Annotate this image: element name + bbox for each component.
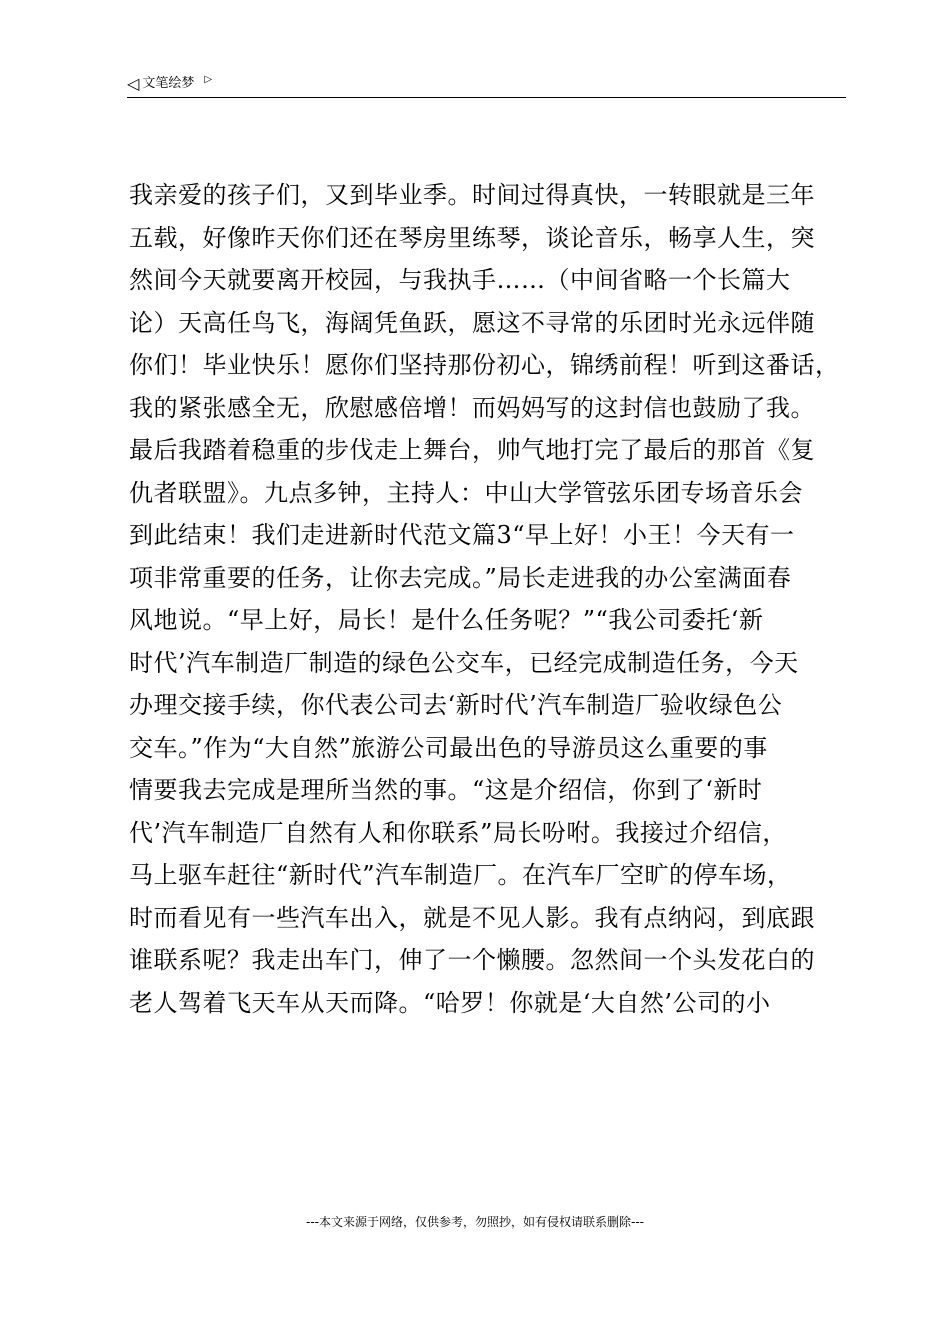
body-line: 时而看见有一些汽车出入，就是不见人影。我有点纳闷，到底跟: [129, 903, 815, 932]
body-line: 办理交接手续，你代表公司去‘新时代’汽车制造厂验收绿色公: [129, 691, 783, 719]
body-line: 仇者联盟》。九点多钟，主持人：中山大学管弦乐团专场音乐会: [129, 478, 803, 507]
body-line: 交车。”作为“大自然”旅游公司最出色的导游员这么重要的事: [129, 733, 768, 762]
footer-disclaimer: ---本文来源于网络，仅供参考，勿照抄，如有侵权请联系删除---: [306, 1215, 644, 1229]
body-line: 论）天高任鸟飞，海阔凭鱼跃，愿这不寻常的乐团时光永远伴随: [129, 308, 815, 337]
body-line: 项非常重要的任务，让你去完成。”局长走进我的办公室满面春: [129, 563, 792, 592]
header-divider: [127, 97, 846, 98]
body-line: 五载，好像昨天你们还在琴房里练琴，谈论音乐，畅享人生，突: [129, 223, 815, 252]
body-line: 代’汽车制造厂自然有人和你联系”局长吩咐。我接过介绍信，: [129, 818, 787, 847]
triangle-left-icon: ◁: [127, 74, 140, 93]
brand-block: [127, 74, 846, 94]
body-line: 风地说。“早上好，局长！是什么任务呢？”“我公司委托‘新: [129, 606, 764, 634]
body-line: 谁联系呢？我走出车门，伸了一个懒腰。忽然间一个头发花白的: [129, 946, 815, 974]
page-header: [127, 74, 846, 98]
body-line: 然间今天就要离开校园，与我执手……（中间省略一个长篇大: [129, 266, 791, 294]
body-line: 你们！毕业快乐！愿你们坚持那份初心，锦绣前程！听到这番话，: [129, 351, 840, 379]
body-line: 时代’汽车制造厂制造的绿色公交车，已经完成制造任务，今天: [129, 648, 799, 677]
document-body: [129, 174, 849, 1024]
body-line: 我的紧张感全无，欣慰感倍增！而妈妈写的这封信也鼓励了我。: [129, 393, 815, 422]
body-line: 马上驱车赶往“新时代”汽车制造厂。在汽车厂空旷的停车场，: [129, 861, 792, 889]
body-line: 到此结束！我们走进新时代范文篇3“早上好！小王！今天有一: [129, 521, 795, 549]
body-line: 情要我去完成是理所当然的事。“这是介绍信，你到了‘新时: [129, 776, 763, 804]
body-line: 我亲爱的孩子们，又到毕业季。时间过得真快，一转眼就是三年: [129, 181, 815, 209]
triangle-right-icon: ▷: [204, 74, 213, 85]
body-line: 最后我踏着稳重的步伐走上舞台，帅气地打完了最后的那首《复: [129, 436, 815, 464]
body-line: 老人驾着飞天车从天而降。“哈罗！你就是‘大自然’公司的小: [129, 988, 771, 1017]
brand-title: 文笔绘梦: [142, 76, 195, 91]
